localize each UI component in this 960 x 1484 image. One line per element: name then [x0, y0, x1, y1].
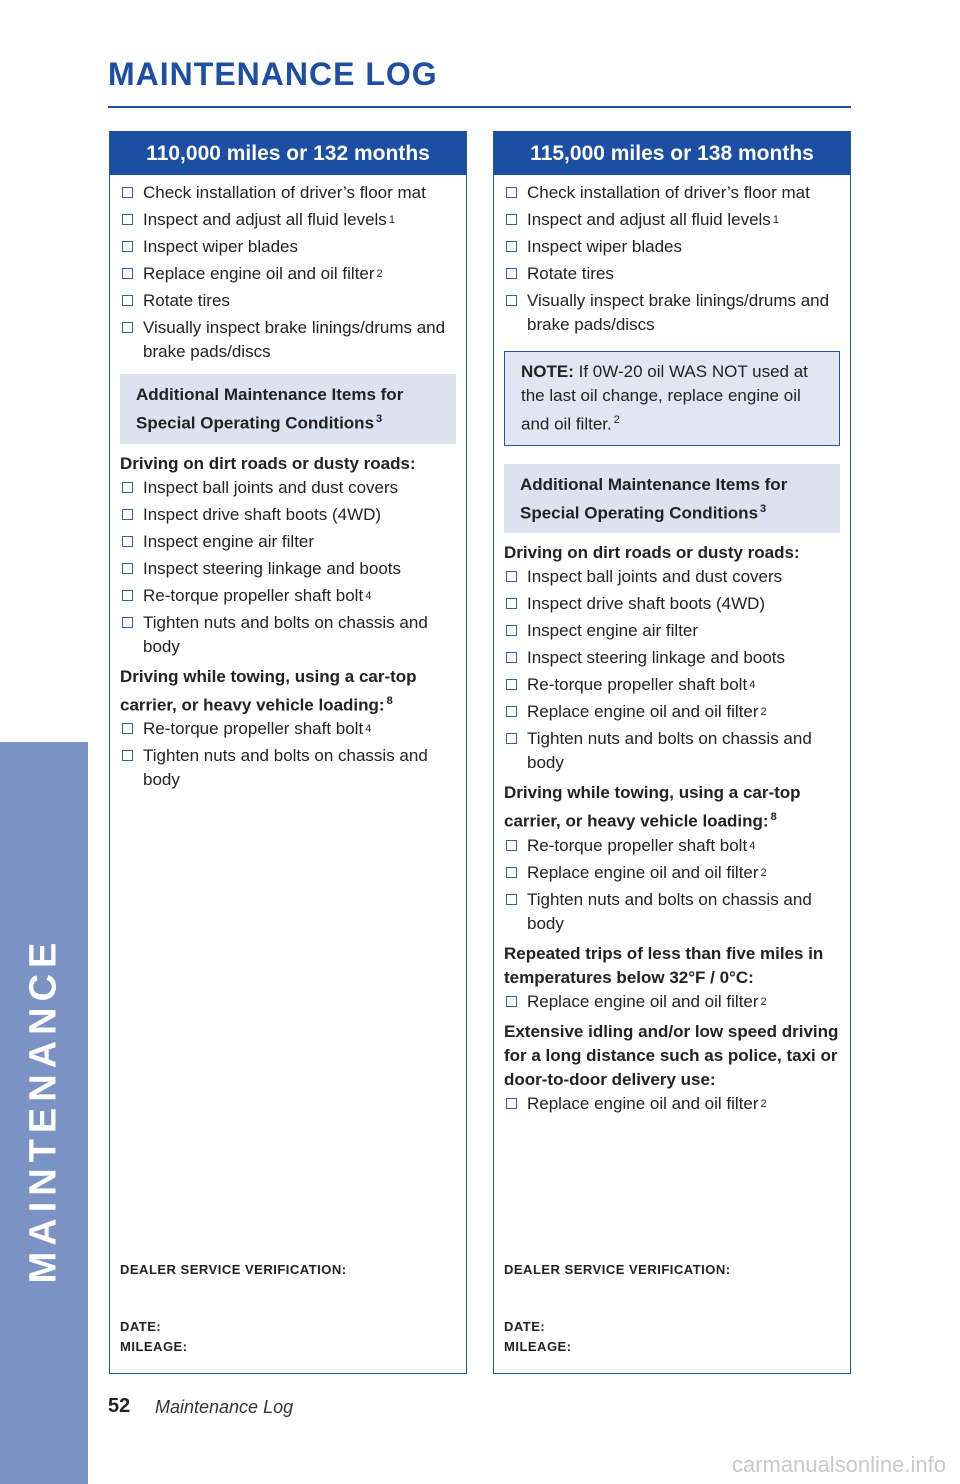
- dirt-roads-heading: Driving on dirt roads or dusty roads:: [120, 453, 416, 473]
- checkbox[interactable]: [506, 241, 517, 252]
- checklist-item: [504, 181, 840, 205]
- dirt-checklist: [504, 565, 840, 775]
- checklist-item-text: Replace engine oil and oil filter: [143, 264, 375, 283]
- checklist-item-text: Inspect ball joints and dust covers: [527, 567, 783, 587]
- checklist-item: [504, 646, 840, 670]
- towing-checklist: [120, 717, 456, 792]
- checkbox[interactable]: [506, 840, 517, 851]
- checkbox[interactable]: [506, 867, 517, 878]
- checklist-item-text: Check installation of driver’s floor mat: [143, 183, 426, 202]
- checkbox[interactable]: [122, 187, 133, 198]
- towing-heading: Driving while towing, using a car-top carrier, or heavy vehicle loading: $^8$: [504, 783, 801, 831]
- date-label: DATE:: [504, 1319, 546, 1334]
- note-text: If 0W-20 oil WAS NOT used at the last oil change, replace engine oil and oil filter.: [521, 362, 808, 434]
- checklist-item: [120, 208, 456, 232]
- checklist-item-text: Tighten nuts and bolts on chassis and body: [143, 746, 428, 790]
- note-box: NOTE: If 0W-20 oil WAS NOT used at the last oil change, replace engine oil and oil filter. $^2$: [504, 351, 840, 446]
- checklist-item: [504, 619, 840, 643]
- checklist-item-text: Inspect ball joints and dust covers: [143, 477, 399, 497]
- dealer-verification-label: DEALER SERVICE VERIFICATION:: [120, 1262, 347, 1277]
- checkbox[interactable]: [506, 598, 517, 609]
- checklist-item: [504, 1092, 840, 1116]
- checkbox[interactable]: [506, 268, 517, 279]
- title-rule: [108, 106, 851, 108]
- checklist-item: [504, 592, 840, 616]
- checklist-item: [120, 557, 456, 581]
- checkbox[interactable]: [506, 625, 517, 636]
- checklist-item: [504, 289, 840, 337]
- checklist-item: [120, 476, 456, 500]
- checklist-item: [504, 990, 840, 1014]
- service-panel-115k: [493, 131, 851, 1374]
- checkbox[interactable]: [122, 295, 133, 306]
- dirt-roads-heading: Driving on dirt roads or dusty roads:: [504, 543, 800, 563]
- checklist-item-text: Replace engine oil and oil filter: [527, 702, 759, 722]
- idling-heading: Extensive idling and/or low speed driving for a long distance such as police, taxi or door-to-door delivery use:: [504, 1021, 839, 1089]
- footnote-ref: 2: [760, 866, 767, 879]
- checkbox[interactable]: [122, 750, 133, 761]
- checklist-item: [120, 316, 456, 364]
- checklist-item: [120, 503, 456, 527]
- checklist-item-text: Inspect and adjust all fluid levels: [143, 210, 387, 229]
- page-number: 52: [108, 1395, 131, 1417]
- checklist-item-text: Rotate tires: [527, 264, 614, 283]
- additional-items-box: Additional Maintenance Items for Special Operating Conditions $^3$: [120, 374, 456, 444]
- checkbox[interactable]: [122, 322, 133, 333]
- checkbox[interactable]: [122, 214, 133, 225]
- note-label: NOTE:: [521, 362, 574, 381]
- checklist-item: [504, 727, 840, 775]
- checklist: [504, 181, 840, 337]
- checklist-item-text: Inspect wiper blades: [527, 237, 682, 256]
- checklist-item: [120, 530, 456, 554]
- checklist-item-text: Tighten nuts and bolts on chassis and body: [143, 612, 428, 656]
- short-trips-heading: Repeated trips of less than five miles in temperatures below 32°F / 0°C:: [504, 943, 824, 987]
- footnote-ref: 2: [760, 1097, 767, 1110]
- checklist: [120, 181, 456, 364]
- checkbox[interactable]: [506, 996, 517, 1007]
- footnote-ref: 1: [388, 214, 395, 226]
- date-label: DATE:: [120, 1319, 162, 1334]
- footnote-ref: 4: [365, 589, 372, 602]
- checklist-item-text: Tighten nuts and bolts on chassis and body: [527, 889, 812, 933]
- checklist-item-text: Inspect drive shaft boots (4WD): [143, 504, 382, 524]
- footer-label: Maintenance Log: [155, 1397, 294, 1417]
- watermark: carmanualsonline.info: [731, 1452, 946, 1477]
- checkbox[interactable]: [122, 590, 133, 601]
- side-tab-label: MAINTENANCE: [22, 936, 65, 1284]
- checklist-item-text: Re-torque propeller shaft bolt: [143, 719, 364, 739]
- checklist-item: [504, 208, 840, 232]
- mileage-label: MILEAGE:: [120, 1339, 188, 1354]
- checklist-item: [120, 717, 456, 741]
- towing-heading: Driving while towing, using a car-top carrier, or heavy vehicle loading: $^8$: [120, 666, 417, 715]
- checklist-item-text: Visually inspect brake linings/drums and brake pads/discs: [143, 318, 446, 361]
- additional-items-box: Additional Maintenance Items for Special Operating Conditions $^3$: [504, 464, 840, 534]
- checklist-item-text: Re-torque propeller shaft bolt: [527, 675, 748, 695]
- checklist-item: [504, 262, 840, 286]
- checkbox[interactable]: [506, 295, 517, 306]
- checklist-item-text: Re-torque propeller shaft bolt: [143, 585, 364, 605]
- checklist-item: [504, 673, 840, 697]
- checklist-item: [120, 262, 456, 286]
- checkbox[interactable]: [122, 723, 133, 734]
- footnote-ref: 4: [365, 723, 372, 736]
- footnote-ref: 2: [760, 706, 767, 719]
- footnote-ref: 2: [760, 995, 767, 1008]
- footnote-ref: 4: [749, 839, 756, 852]
- checklist-item-text: Inspect and adjust all fluid levels: [527, 210, 771, 229]
- checklist-item: [120, 289, 456, 313]
- checklist-item: [120, 584, 456, 608]
- checkbox[interactable]: [506, 679, 517, 690]
- checkbox[interactable]: [122, 509, 133, 520]
- checklist-item: [504, 235, 840, 259]
- checkbox[interactable]: [506, 187, 517, 198]
- checkbox[interactable]: [506, 894, 517, 905]
- checklist-item: [504, 888, 840, 936]
- checklist-item-text: Tighten nuts and bolts on chassis and body: [527, 729, 812, 773]
- checklist-item-text: Replace engine oil and oil filter: [527, 862, 759, 882]
- dealer-verification-label: DEALER SERVICE VERIFICATION:: [504, 1262, 731, 1277]
- footnote-ref: 2: [376, 268, 383, 280]
- dirt-checklist: [120, 476, 456, 659]
- mileage-label: MILEAGE:: [504, 1339, 572, 1354]
- checkbox[interactable]: [506, 733, 517, 744]
- checkbox[interactable]: [122, 617, 133, 628]
- checklist-item-text: Rotate tires: [143, 291, 230, 310]
- service-panel-110k: [109, 131, 467, 1374]
- checkbox[interactable]: [506, 1098, 517, 1109]
- checkbox[interactable]: [506, 706, 517, 717]
- checklist-item: [504, 861, 840, 885]
- towing-checklist: [504, 834, 840, 936]
- short-trips-checklist: [504, 990, 840, 1014]
- checkbox[interactable]: [122, 241, 133, 252]
- checkbox[interactable]: [506, 652, 517, 663]
- checklist-item-text: Inspect steering linkage and boots: [143, 558, 402, 578]
- footnote-ref: 4: [749, 679, 756, 692]
- checklist-item-text: Replace engine oil and oil filter: [527, 1093, 759, 1113]
- panel-header: 115,000 miles or 138 months: [494, 132, 850, 175]
- checklist-item-text: Inspect engine air filter: [143, 531, 315, 551]
- checklist-item-text: Inspect engine air filter: [527, 621, 699, 641]
- checklist-item: [504, 700, 840, 724]
- checklist-item-text: Visually inspect brake linings/drums and brake pads/discs: [527, 291, 830, 334]
- checkbox[interactable]: [122, 268, 133, 279]
- checkbox[interactable]: [122, 482, 133, 493]
- checklist-item-text: Inspect steering linkage and boots: [527, 648, 786, 668]
- checklist-item: [120, 611, 456, 659]
- checkbox[interactable]: [122, 536, 133, 547]
- checklist-item: [504, 834, 840, 858]
- panel-header: 110,000 miles or 132 months: [110, 132, 466, 175]
- checklist-item-text: Replace engine oil and oil filter: [527, 991, 759, 1011]
- checklist-item: [504, 565, 840, 589]
- checklist-item: [120, 235, 456, 259]
- checklist-item: [120, 181, 456, 205]
- checklist-item-text: Re-torque propeller shaft bolt: [527, 835, 748, 855]
- checklist-item: [120, 744, 456, 792]
- checklist-item-text: Inspect drive shaft boots (4WD): [527, 594, 766, 614]
- checkbox[interactable]: [506, 214, 517, 225]
- idling-checklist: [504, 1092, 840, 1116]
- checklist-item-text: Inspect wiper blades: [143, 237, 298, 256]
- checkbox[interactable]: [506, 571, 517, 582]
- checklist-item-text: Check installation of driver’s floor mat: [527, 183, 810, 202]
- checkbox[interactable]: [122, 563, 133, 574]
- footnote-ref: 1: [772, 214, 779, 226]
- page-title: MAINTENANCE LOG: [108, 56, 438, 92]
